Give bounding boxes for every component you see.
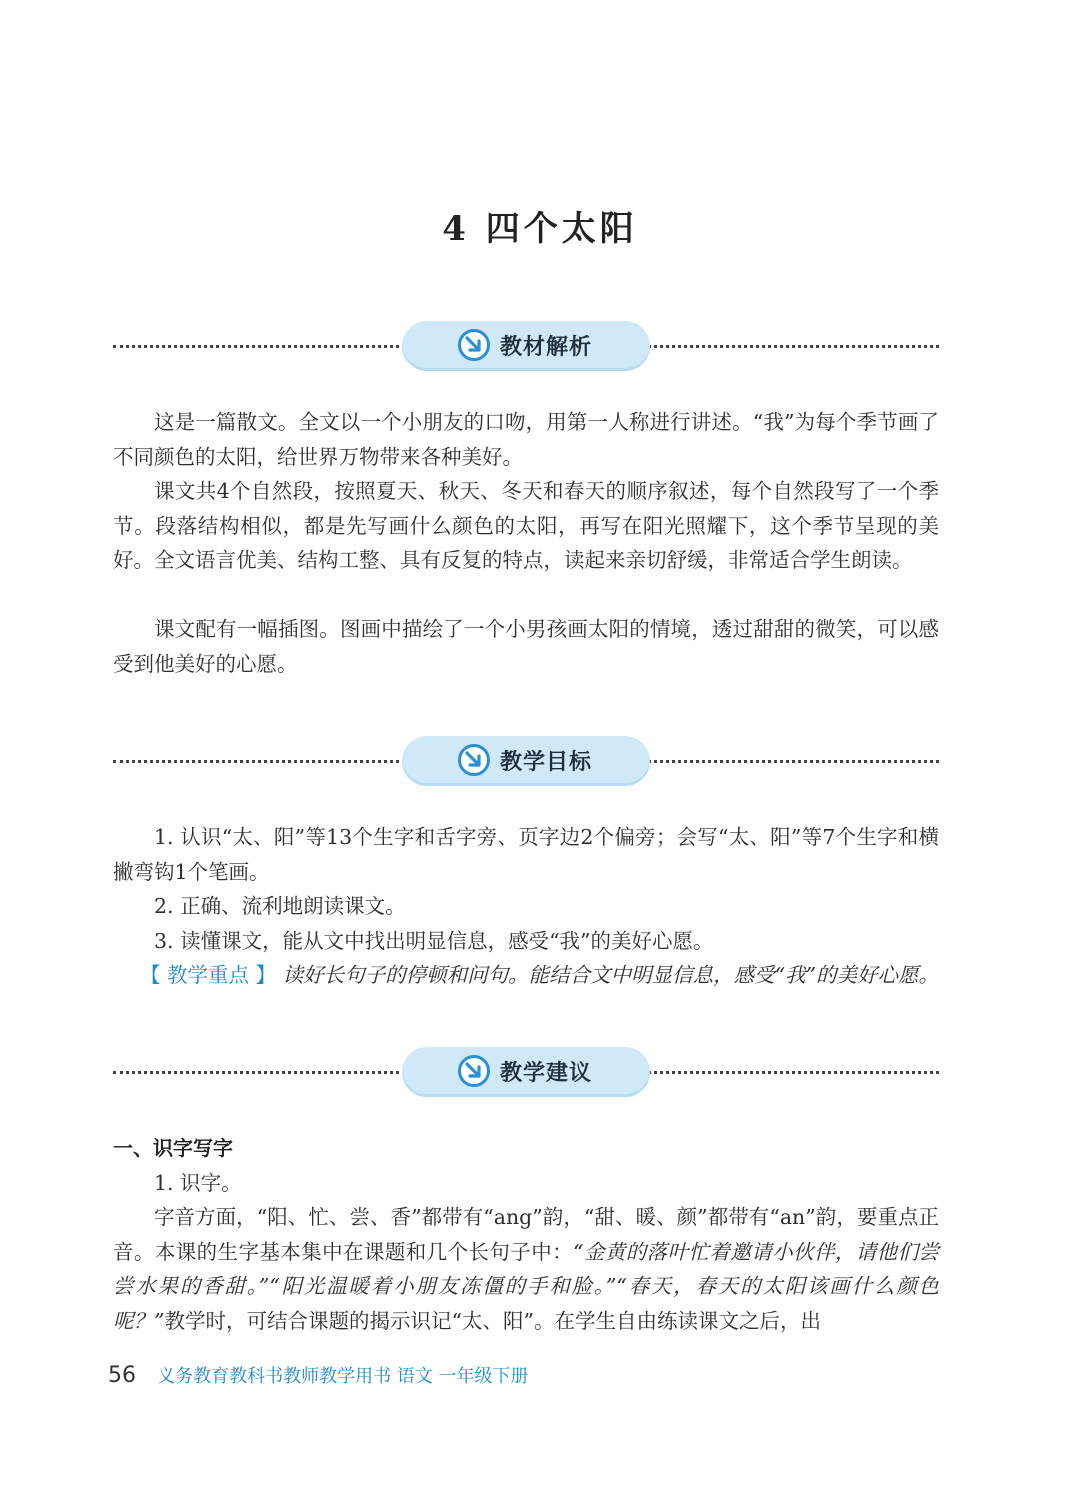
book-title: 义务教育教科书教师教学用书 语文 一年级下册	[157, 1366, 529, 1387]
section-header-analysis	[113, 321, 939, 373]
section-label: 教学建议	[500, 1061, 593, 1086]
subhead-literacy: 一、识字写字	[113, 1136, 233, 1160]
goal-item-1: 1. 认识“太、阳”等13个生字和舌字旁、页字边2个偏旁；会写“太、阳”等7个生字和横撇弯钩1个笔画。	[113, 825, 939, 884]
arrow-circle-icon	[457, 1054, 491, 1088]
arrow-circle-icon	[457, 743, 491, 777]
page-title: 4 四个太阳	[442, 208, 638, 249]
suggestion-item-1: 1. 识字。	[154, 1171, 242, 1195]
section-header-suggestions	[113, 1047, 939, 1099]
suggestion-text-a: 字音方面，“阳、忙、尝、香”都带有“ang”韵，“甜、暖、颜”都带有“an”韵，要重点正音。本课的生字基本集中在课题和几个长句子中：	[113, 1205, 939, 1264]
section-label: 教学目标	[500, 750, 593, 775]
suggestion-text-b: 教学时，可结合课题的揭示识记“太、阳”。在学生自由练读课文之后，出	[164, 1308, 821, 1333]
section-header-goals	[113, 736, 939, 788]
analysis-paragraph-3: 课文配有一幅插图。图画中描绘了一个小男孩画太阳的情境，透过甜甜的微笑，可以感受到他美好的心愿。	[113, 617, 939, 676]
goal-item-3: 3. 读懂课文，能从文中找出明显信息，感受“我”的美好心愿。	[154, 929, 714, 953]
section-pill	[402, 321, 650, 371]
analysis-paragraph-1: 这是一篇散文。全文以一个小朋友的口吻，用第一人称进行讲述。“我”为每个季节画了不同颜色的太阳，给世界万物带来各种美好。	[113, 410, 939, 469]
goal-item-2: 2. 正确、流利地朗读课文。	[154, 894, 406, 918]
focus-text: 读好长句子的停顿和问句。能结合文中明显信息，感受“我”的美好心愿。	[282, 963, 940, 987]
suggestion-paragraph	[113, 1200, 939, 1338]
suggestion-quote: “金黄的落叶忙着邀请小伙伴，请他们尝尝水果的香甜。”“阳光温暖着小朋友冻僵的手和脸。”“春天，春天的太阳该画什么颜色呢？”	[113, 1239, 940, 1333]
section-pill	[402, 736, 650, 786]
focus-tag: 【 教学重点 】	[140, 963, 277, 987]
page-footer	[108, 1362, 529, 1388]
analysis-paragraph-2: 课文共4个自然段，按照夏天、秋天、冬天和春天的顺序叙述，每个自然段写了一个季节。段落结构相似，都是先写画什么颜色的太阳，再写在阳光照耀下，这个季节呈现的美好。全文语言优美、结构工整、具有反复的特点，读起来亲切舒缓，非常适合学生朗读。	[113, 479, 939, 572]
section-pill	[402, 1047, 650, 1097]
section-label: 教材解析	[500, 335, 593, 360]
page-number: 56	[108, 1363, 136, 1388]
arrow-circle-icon	[457, 328, 491, 362]
teaching-focus	[140, 958, 940, 993]
